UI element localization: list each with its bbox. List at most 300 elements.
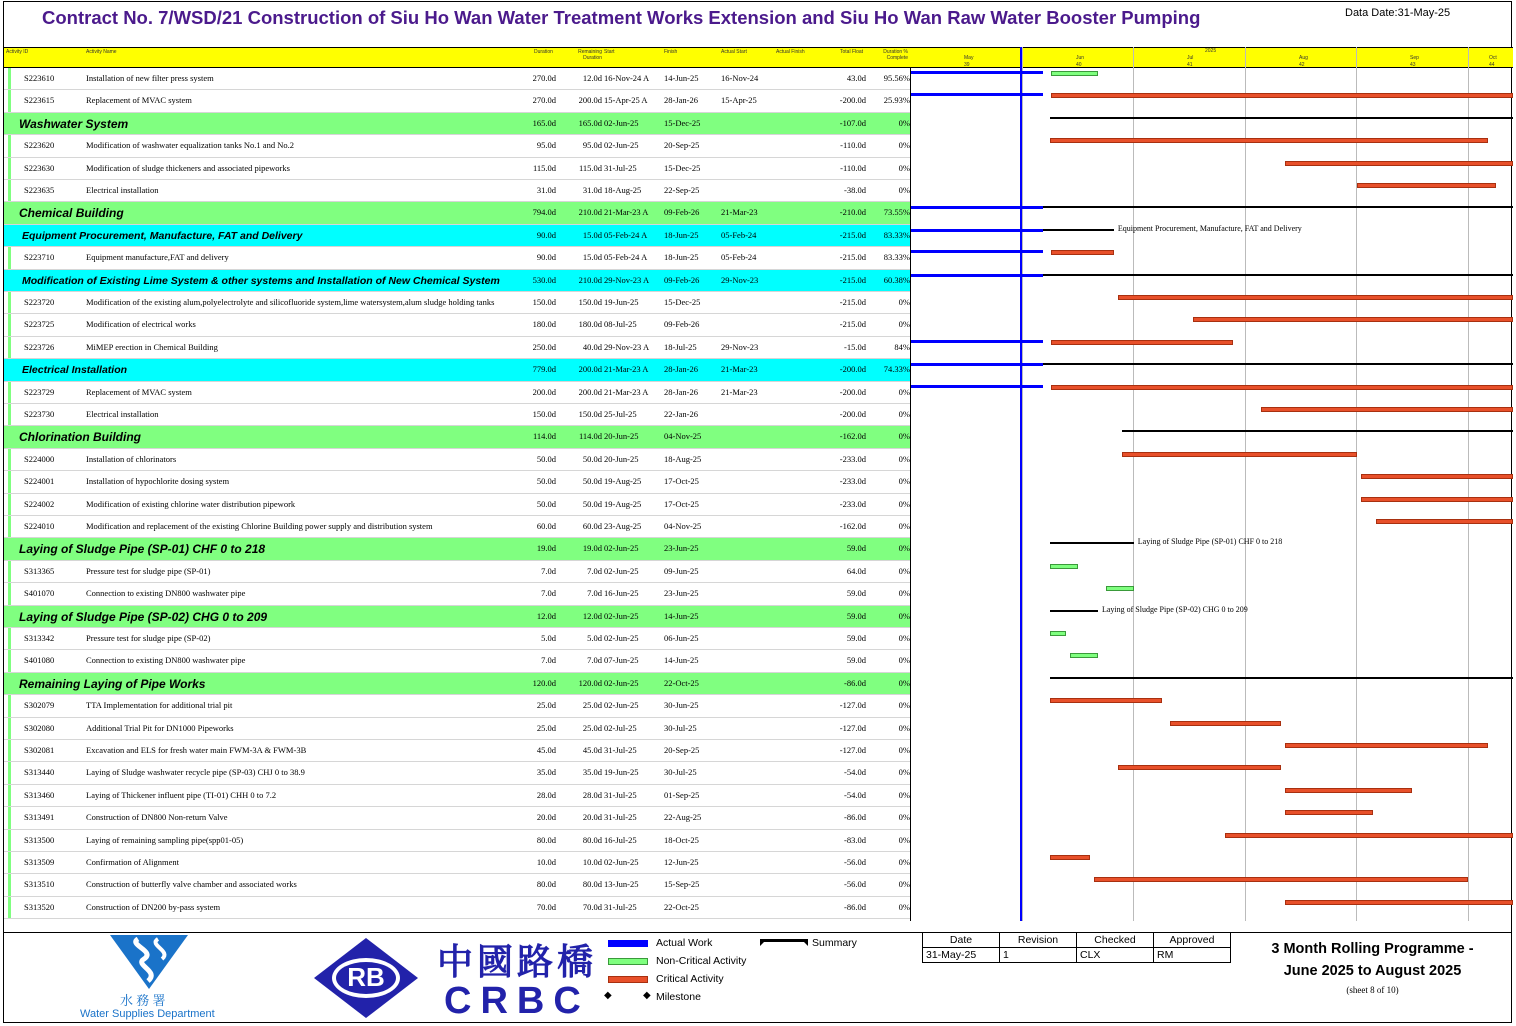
actual-start: 05-Feb-24: [721, 229, 757, 240]
remaining-duration: 20.0d: [582, 812, 602, 823]
wbs-indent-bar: [8, 180, 11, 201]
gantt-gridline: [1245, 47, 1246, 921]
activity-id: S224001: [24, 476, 55, 487]
critical-activity-bar[interactable]: [1225, 833, 1513, 838]
remaining-duration: 12.0d: [582, 610, 602, 621]
table-row[interactable]: [4, 404, 910, 426]
critical-activity-bar[interactable]: [1361, 497, 1513, 502]
gantt-summary-label: Laying of Sludge Pipe (SP-01) CHF 0 to 218: [1137, 537, 1283, 547]
pct-complete: 0%: [898, 901, 910, 912]
total-float: -54.0d: [844, 789, 866, 800]
duration: 25.0d: [536, 722, 556, 733]
pct-complete: 25.93%: [883, 95, 910, 106]
remaining-duration: 210.0d: [578, 274, 602, 285]
pct-complete: 0%: [898, 722, 910, 733]
pct-complete: 0%: [898, 857, 910, 867]
activity-name: Modification and replacement of the existing Chlorine Building power supply and distribution system: [86, 521, 433, 531]
remaining-duration: 28.0d: [582, 789, 602, 800]
table-row[interactable]: [4, 718, 910, 740]
duration: 80.0d: [536, 879, 556, 890]
col-header-finish[interactable]: Finish: [664, 49, 678, 55]
total-float: -110.0d: [840, 140, 866, 151]
pct-complete: 0%: [898, 655, 910, 666]
activity-id: S223610: [24, 73, 55, 83]
activity-name: Connection to existing DN800 washwater pipe: [86, 655, 246, 666]
finish-date: 18-Jun-25: [664, 252, 699, 263]
wbs-indent-bar: [8, 449, 11, 470]
pct-complete: 0%: [898, 117, 910, 128]
table-row[interactable]: [4, 561, 910, 583]
pct-complete: 0%: [898, 162, 910, 173]
activity-id: S223720: [24, 297, 55, 307]
total-float: -110.0d: [840, 162, 866, 173]
activity-id: S302080: [24, 722, 55, 733]
wbs-indent-bar: [8, 695, 11, 716]
pct-complete: 60.38%: [883, 274, 910, 285]
wbs-group-row[interactable]: [4, 426, 910, 448]
pct-complete: 0%: [898, 453, 910, 464]
critical-activity-bar[interactable]: [1050, 855, 1090, 860]
duration: 90.0d: [536, 252, 556, 263]
duration: 19.0d: [536, 543, 556, 554]
activity-id: S223729: [24, 386, 55, 397]
duration: 90.0d: [536, 229, 556, 240]
duration: 270.0d: [532, 73, 556, 83]
remaining-duration: 95.0d: [582, 140, 602, 151]
start-date: 16-Jun-25: [604, 588, 639, 599]
table-row[interactable]: [4, 449, 910, 471]
start-date: 19-Jun-25: [604, 767, 639, 778]
table-row[interactable]: [4, 807, 910, 829]
duration: 95.0d: [536, 140, 556, 151]
start-date: 31-Jul-25: [604, 901, 637, 912]
actual-work-bar[interactable]: [911, 363, 1043, 366]
total-float: -215.0d: [839, 229, 866, 240]
table-row[interactable]: [4, 314, 910, 336]
duration: 150.0d: [532, 297, 556, 307]
actual-work-bar[interactable]: [911, 206, 1043, 209]
duration: 28.0d: [536, 789, 556, 800]
wbs-indent-bar: [8, 90, 11, 111]
table-row[interactable]: [4, 516, 910, 538]
pct-complete: 0%: [898, 409, 910, 419]
activity-name: TTA Implementation for additional trial pit: [86, 700, 233, 711]
critical-activity-bar[interactable]: [1285, 743, 1488, 748]
total-float: -56.0d: [844, 879, 866, 890]
table-row[interactable]: [4, 583, 910, 605]
table-row[interactable]: [4, 247, 910, 269]
activity-name: Replacement of MVAC system: [86, 386, 192, 397]
total-float: -215.0d: [839, 252, 866, 263]
start-date: 02-Jun-25: [604, 633, 639, 643]
remaining-duration: 60.0d: [582, 521, 602, 531]
wsd-english-name: Water Supplies Department: [80, 1008, 215, 1020]
pct-complete: 0%: [898, 185, 910, 195]
actual-work-bar[interactable]: [911, 229, 1043, 232]
timeline-week: 40: [1076, 62, 1082, 68]
start-date: 21-Mar-23 A: [604, 364, 649, 375]
critical-activity-bar[interactable]: [1051, 250, 1114, 255]
pct-complete: 73.55%: [883, 207, 910, 218]
total-float: -210.0d: [839, 207, 866, 218]
table-row[interactable]: [4, 874, 910, 896]
wbs-group-row[interactable]: [4, 606, 910, 628]
actual-start: 15-Apr-25: [721, 95, 757, 106]
finish-date: 28-Jan-26: [664, 364, 698, 375]
critical-activity-bar[interactable]: [1285, 788, 1412, 793]
finish-date: 14-Jun-25: [664, 610, 699, 621]
total-float: -215.0d: [839, 274, 866, 285]
finish-date: 15-Sep-25: [664, 879, 700, 890]
wbs-indent-bar: [8, 494, 11, 515]
start-date: 02-Jun-25: [604, 117, 639, 128]
actual-start: 21-Mar-23: [721, 386, 758, 397]
table-row[interactable]: [4, 90, 910, 112]
duration: 120.0d: [532, 677, 556, 688]
duration: 31.0d: [536, 185, 556, 195]
remaining-duration: 15.0d: [582, 252, 602, 263]
pct-complete: 0%: [898, 565, 910, 576]
critical-activity-bar[interactable]: [1376, 519, 1513, 524]
activity-name: Installation of chlorinators: [86, 453, 177, 464]
finish-date: 14-Jun-25: [664, 655, 699, 666]
activity-name: Laying of remaining sampling pipe(spp01-05): [86, 834, 244, 845]
start-date: 05-Feb-24 A: [604, 252, 648, 263]
critical-activity-bar[interactable]: [1051, 93, 1513, 98]
remaining-duration: 10.0d: [582, 857, 602, 867]
total-float: -15.0d: [844, 341, 866, 352]
activity-id: S313342: [24, 633, 55, 643]
critical-activity-bar[interactable]: [1051, 340, 1233, 345]
actual-work-bar[interactable]: [911, 71, 1043, 74]
activity-id: S313510: [24, 879, 55, 890]
critical-activity-bar[interactable]: [1285, 161, 1513, 166]
summary-bar[interactable]: [1050, 117, 1513, 119]
critical-activity-bar[interactable]: [1261, 407, 1513, 412]
critical-activity-bar[interactable]: [1193, 317, 1513, 322]
summary-bar[interactable]: [1122, 430, 1513, 432]
table-row[interactable]: [4, 897, 910, 919]
start-date: 02-Jun-25: [604, 140, 639, 151]
finish-date: 04-Nov-25: [664, 431, 702, 442]
legend-critical-swatch: [608, 976, 648, 983]
wbs-indent-bar: [8, 68, 11, 89]
total-float: -200.0d: [839, 386, 866, 397]
remaining-duration: 80.0d: [582, 879, 602, 890]
gantt-summary-label: Equipment Procurement, Manufacture, FAT and Delivery: [1117, 223, 1302, 233]
table-row[interactable]: [4, 650, 910, 672]
col-header-actual-start[interactable]: Actual Start: [721, 49, 747, 55]
actual-start: 16-Nov-24: [721, 73, 759, 83]
critical-activity-bar[interactable]: [1050, 138, 1488, 143]
summary-bar[interactable]: [1050, 542, 1134, 544]
finish-date: 18-Aug-25: [664, 453, 702, 464]
wbs-group-row[interactable]: [4, 202, 910, 224]
duration: 150.0d: [532, 409, 556, 419]
finish-date: 17-Oct-25: [664, 476, 699, 487]
start-date: 15-Apr-25 A: [604, 95, 648, 106]
actual-start: 21-Mar-23: [721, 207, 758, 218]
total-float: -86.0d: [844, 677, 866, 688]
start-date: 16-Nov-24 A: [604, 73, 650, 83]
timeline-month: Jul: [1187, 55, 1194, 61]
page-title: Contract No. 7/WSD/21 Construction of Siu Ho Wan Water Treatment Works Extension and Siu Ho Wan Raw Water Booster Pumping: [42, 7, 1201, 28]
start-date: 02-Jun-25: [604, 677, 639, 688]
table-row[interactable]: [4, 695, 910, 717]
critical-activity-bar[interactable]: [1285, 900, 1513, 905]
critical-activity-bar[interactable]: [1170, 721, 1281, 726]
activity-name: Chlorination Building: [19, 430, 141, 445]
wbs-group-row[interactable]: [4, 538, 910, 560]
data-date: Data Date:31-May-25: [1345, 7, 1451, 19]
total-float: -233.0d: [839, 453, 866, 464]
finish-date: 15-Dec-25: [664, 117, 701, 128]
finish-date: 22-Oct-25: [664, 677, 699, 688]
duration: 50.0d: [536, 453, 556, 464]
remaining-duration: 180.0d: [578, 319, 602, 330]
total-float: 59.0d: [846, 543, 866, 554]
finish-date: 18-Oct-25: [664, 834, 699, 845]
legend-milestone-icon: ◆: [604, 990, 612, 1001]
finish-date: 28-Jan-26: [664, 95, 698, 106]
legend-summary-label: Summary: [812, 937, 857, 949]
duration: 20.0d: [536, 812, 556, 823]
table-row[interactable]: [4, 762, 910, 784]
start-date: 02-Jun-25: [604, 610, 639, 621]
pct-complete: 0%: [898, 700, 910, 711]
remaining-duration: 150.0d: [578, 409, 602, 419]
start-date: 07-Jun-25: [604, 655, 639, 666]
wbs-group-row[interactable]: [4, 113, 910, 135]
activity-name: Electrical installation: [86, 409, 159, 419]
rb-logo-text: RB: [347, 962, 385, 992]
remaining-duration: 7.0d: [587, 655, 602, 666]
gantt-chart: [910, 68, 1513, 921]
table-row[interactable]: [4, 337, 910, 359]
timeline-week: 44: [1489, 62, 1495, 68]
activity-name: Installation of new filter press system: [86, 73, 214, 83]
critical-activity-bar[interactable]: [1285, 810, 1373, 815]
signoff-header-revision: Revision: [1000, 933, 1077, 948]
actual-work-bar[interactable]: [911, 340, 1043, 343]
finish-date: 23-Jun-25: [664, 588, 699, 599]
timeline-month: May: [964, 55, 974, 61]
duration: 114.0d: [532, 431, 556, 442]
finish-date: 01-Sep-25: [664, 789, 700, 800]
non-critical-activity-bar[interactable]: [1106, 586, 1134, 591]
remaining-duration: 114.0d: [578, 431, 602, 442]
duration: 35.0d: [536, 767, 556, 778]
timeline-month: Aug: [1299, 55, 1308, 61]
wbs-indent-bar: [8, 830, 11, 851]
activity-name: Laying of Sludge Pipe (SP-01) CHF 0 to 218: [19, 542, 266, 557]
table-row[interactable]: [4, 785, 910, 807]
remaining-duration: 19.0d: [582, 543, 602, 554]
critical-activity-bar[interactable]: [1118, 295, 1513, 300]
summary-bar[interactable]: [1050, 610, 1098, 612]
legend-actual-swatch: [608, 940, 648, 947]
wbs-group-row[interactable]: [4, 673, 910, 695]
col-header-id[interactable]: Activity ID: [6, 49, 29, 55]
duration: 200.0d: [532, 386, 556, 397]
summary-bar[interactable]: [1050, 677, 1513, 679]
legend-noncritical-label: Non-Critical Activity: [656, 955, 747, 967]
pct-complete: 0%: [898, 588, 910, 599]
programme-title-line2: June 2025 to August 2025: [1283, 963, 1462, 979]
activity-name: Excavation and ELS for fresh water main FWM-3A & FWM-3B: [86, 745, 307, 755]
finish-date: 20-Sep-25: [664, 745, 700, 755]
actual-start: 21-Mar-23: [721, 364, 758, 375]
wsd-logo: [108, 933, 190, 991]
timeline-header: [910, 47, 1513, 68]
pct-complete: 0%: [898, 879, 910, 890]
col-header-total-float[interactable]: Total Float: [840, 49, 864, 55]
pct-complete: 0%: [898, 610, 910, 621]
wbs-group-row[interactable]: [4, 359, 910, 381]
actual-work-bar[interactable]: [911, 250, 1043, 253]
pct-complete: 0%: [898, 745, 910, 755]
col-header-name[interactable]: Activity Name: [86, 49, 117, 55]
actual-start: 05-Feb-24: [721, 252, 757, 263]
start-date: 02-Jun-25: [604, 857, 639, 867]
wbs-indent-bar: [8, 314, 11, 335]
table-row[interactable]: [4, 68, 910, 90]
total-float: -215.0d: [839, 297, 866, 307]
wbs-indent-bar: [8, 583, 11, 604]
finish-date: 22-Sep-25: [664, 185, 700, 195]
actual-work-bar[interactable]: [911, 274, 1043, 277]
critical-activity-bar[interactable]: [1094, 877, 1468, 882]
table-row[interactable]: [4, 740, 910, 762]
actual-work-bar[interactable]: [911, 93, 1043, 96]
pct-complete: 0%: [898, 789, 910, 800]
finish-date: 30-Jun-25: [664, 700, 699, 711]
start-date: 21-Mar-23 A: [604, 207, 649, 218]
timeline-week: 43: [1410, 62, 1416, 68]
table-header: [4, 47, 910, 68]
start-date: 02-Jun-25: [604, 543, 639, 554]
total-float: -215.0d: [839, 319, 866, 330]
pct-complete: 0%: [898, 521, 910, 531]
activity-name: Equipment Procurement, Manufacture, FAT and Delivery: [22, 229, 303, 242]
duration: 45.0d: [536, 745, 556, 755]
wbs-group-row[interactable]: [4, 270, 910, 292]
col-header-duration[interactable]: Duration: [534, 49, 553, 55]
timeline-week: 41: [1187, 62, 1193, 68]
col-header-pct-complete[interactable]: Duration % Complete: [883, 49, 908, 61]
activity-id: S223725: [24, 319, 55, 330]
signoff-date: 31-May-25: [923, 948, 1000, 963]
col-header-start[interactable]: Start: [604, 49, 615, 55]
critical-activity-bar[interactable]: [1051, 385, 1513, 390]
table-row[interactable]: [4, 830, 910, 852]
remaining-duration: 31.0d: [582, 185, 602, 195]
remaining-duration: 40.0d: [582, 341, 602, 352]
activity-name: Electrical Installation: [22, 364, 128, 377]
total-float: -233.0d: [839, 498, 866, 509]
wbs-indent-bar: [8, 561, 11, 582]
activity-name: Installation of hypochlorite dosing system: [86, 476, 230, 487]
table-row[interactable]: [4, 158, 910, 180]
wbs-indent-bar: [8, 247, 11, 268]
gantt-gridline: [1022, 47, 1023, 921]
table-row[interactable]: [4, 180, 910, 202]
duration: 12.0d: [536, 610, 556, 621]
duration: 270.0d: [532, 95, 556, 106]
table-row[interactable]: [4, 292, 910, 314]
critical-activity-bar[interactable]: [1357, 183, 1496, 188]
critical-activity-bar[interactable]: [1118, 765, 1281, 770]
duration: 7.0d: [541, 655, 556, 666]
pct-complete: 83.33%: [883, 229, 910, 240]
col-header-remaining[interactable]: Remaining Duration: [578, 49, 602, 61]
activity-name: Laying of Sludge Pipe (SP-02) CHG 0 to 209: [19, 609, 268, 624]
start-date: 29-Nov-23 A: [604, 274, 650, 285]
finish-date: 22-Jan-26: [664, 409, 698, 419]
remaining-duration: 5.0d: [587, 633, 602, 643]
signoff-header-checked: Checked: [1077, 933, 1154, 948]
table-row[interactable]: [4, 494, 910, 516]
activity-id: S224002: [24, 498, 55, 509]
gantt-gridline: [1133, 47, 1134, 921]
signoff-header-approved: Approved: [1154, 933, 1231, 948]
activity-id: S313460: [24, 789, 55, 800]
non-critical-activity-bar[interactable]: [1051, 71, 1098, 76]
total-float: -162.0d: [839, 521, 866, 531]
wbs-indent-bar: [8, 807, 11, 828]
actual-work-bar[interactable]: [911, 385, 1043, 388]
signoff-table: [922, 932, 1231, 963]
pct-complete: 0%: [898, 297, 910, 307]
critical-activity-bar[interactable]: [1050, 698, 1161, 703]
wbs-group-row[interactable]: [4, 225, 910, 247]
table-row[interactable]: [4, 382, 910, 404]
timeline-month: Oct: [1489, 55, 1497, 61]
wbs-indent-bar: [8, 337, 11, 358]
start-date: 29-Nov-23 A: [604, 341, 650, 352]
non-critical-activity-bar[interactable]: [1050, 564, 1078, 569]
non-critical-activity-bar[interactable]: [1050, 631, 1066, 636]
col-header-actual-finish[interactable]: Actual Finish: [776, 49, 805, 55]
activity-name: Modification of electrical works: [86, 319, 196, 330]
table-row[interactable]: [4, 852, 910, 874]
data-date-line: [1020, 47, 1022, 921]
signoff-header-date: Date: [923, 933, 1000, 948]
non-critical-activity-bar[interactable]: [1070, 653, 1098, 658]
duration: 50.0d: [536, 476, 556, 487]
critical-activity-bar[interactable]: [1122, 452, 1357, 457]
remaining-duration: 200.0d: [578, 95, 602, 106]
start-date: 23-Aug-25: [604, 521, 642, 531]
activity-name: Pressure test for sludge pipe (SP-02): [86, 633, 211, 643]
wbs-indent-bar: [8, 135, 11, 156]
start-date: 19-Aug-25: [604, 498, 642, 509]
table-row[interactable]: [4, 628, 910, 650]
table-row[interactable]: [4, 135, 910, 157]
signoff-revision: 1: [1000, 948, 1077, 963]
activity-name: Washwater System: [19, 116, 129, 131]
activity-id: S401080: [24, 655, 55, 666]
finish-date: 18-Jul-25: [664, 341, 697, 352]
wbs-indent-bar: [8, 158, 11, 179]
finish-date: 09-Feb-26: [664, 207, 700, 218]
gantt-summary-label: Laying of Sludge Pipe (SP-02) CHG 0 to 209: [1101, 604, 1248, 614]
finish-date: 12-Jun-25: [664, 857, 699, 867]
finish-date: 17-Oct-25: [664, 498, 699, 509]
table-row[interactable]: [4, 471, 910, 493]
critical-activity-bar[interactable]: [1361, 474, 1513, 479]
start-date: 02-Jul-25: [604, 722, 637, 733]
